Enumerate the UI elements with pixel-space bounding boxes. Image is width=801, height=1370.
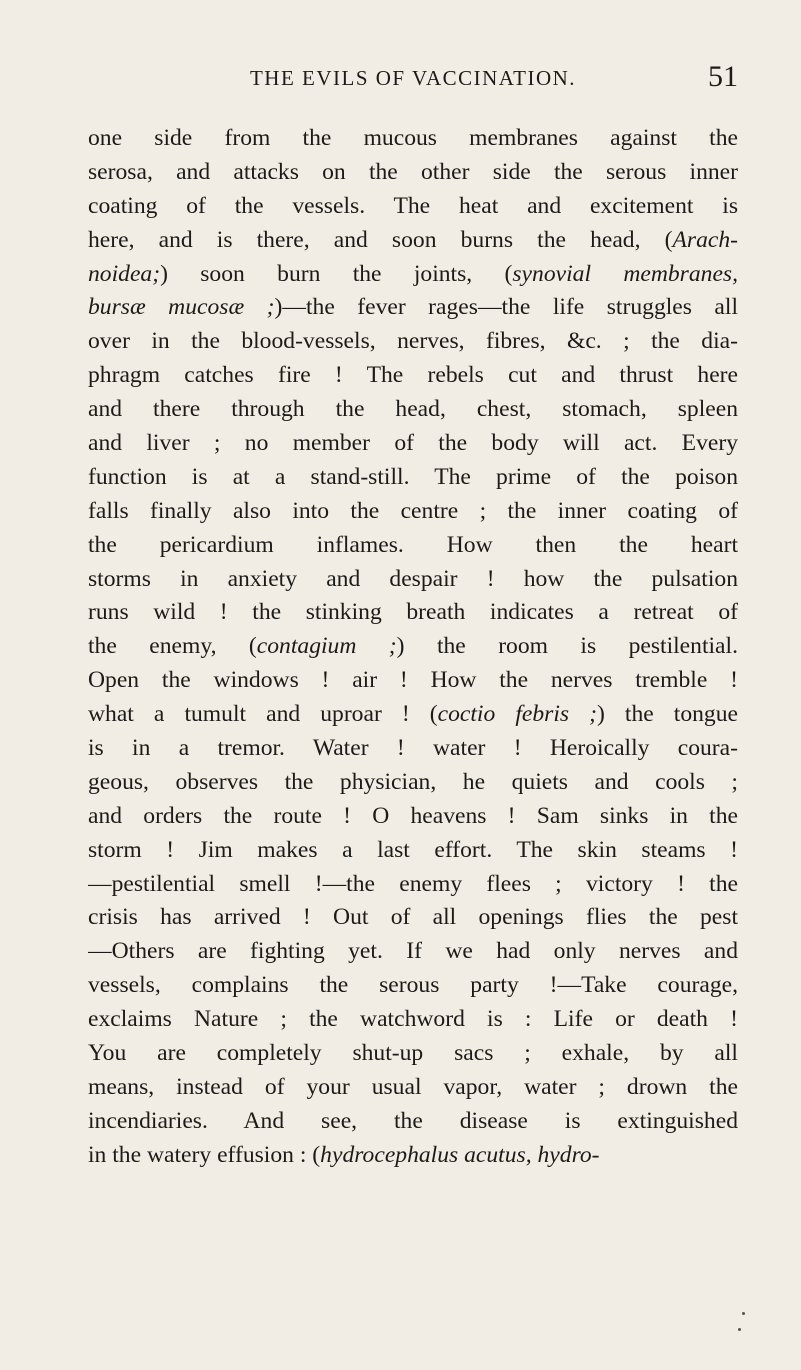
text-segment: crisis has arrived ! Out of all openings flies the pest [88,904,738,931]
text-segment: geous, observes the physician, he quiets and cools ; [88,768,738,795]
italic-term: coctio febris ; [437,701,597,728]
text-line [88,291,738,325]
italic-term: noidea; [88,260,161,287]
text-line [88,563,738,597]
italic-term: hydrocephalus acutus, hydro- [320,1141,600,1168]
text-line [88,596,738,630]
text-segment: and liver ; no member of the body will act. Every [88,430,738,457]
text-line [88,868,738,902]
text-segment: serosa, and attacks on the other side the serous inner [88,158,738,185]
text-line [88,834,738,868]
running-title: THE EVILS OF VACCINATION. [249,66,577,90]
text-line [88,258,738,292]
text-line [88,1037,738,1071]
text-segment: is in a tremor. Water ! water ! Heroically coura- [88,735,738,762]
text-line [88,190,738,224]
text-segment: what a tumult and uproar ! ( [88,701,438,728]
text-line [88,156,738,190]
text-segment: here, and is there, and soon burns the head, ( [88,226,673,253]
text-line [88,495,738,529]
text-line [88,800,738,834]
text-segment: the pericardium inflames. How then the heart [88,531,738,558]
text-line [88,630,738,664]
text-line [88,393,738,427]
text-segment: incendiaries. And see, the disease is extinguished [88,1107,738,1134]
text-line [88,224,738,258]
text-segment: —pestilential smell !—the enemy flees ; victory ! the [88,870,738,897]
italic-term: synovial membranes, [512,260,738,287]
text-line [88,359,738,393]
text-segment: ) the tongue [596,701,738,728]
italic-term: Arach- [672,226,738,253]
text-segment: ) the room is pestilential. [396,633,738,660]
text-segment: in the watery effusion : ( [88,1141,321,1168]
text-line [88,901,738,935]
text-segment: one side from the mucous membranes against the [88,125,738,151]
text-segment: ) soon burn the joints, ( [160,260,513,287]
text-line [88,1139,738,1173]
text-segment: and orders the route ! O heavens ! Sam sinks in the [88,802,738,829]
italic-term: contagium ; [256,633,397,660]
text-line [88,1105,738,1139]
text-line [88,732,738,766]
page-number: 51 [708,60,738,93]
text-segment: runs wild ! the stinking breath indicates a retreat of [88,599,738,626]
text-segment: storm ! Jim makes a last effort. The skin steams ! [88,836,738,863]
text-line [88,325,738,359]
text-line [88,427,738,461]
text-segment: function is at a stand-still. The prime of the poison [88,463,738,490]
text-segment: exclaims Nature ; the watchword is : Life or death ! [88,1006,738,1033]
text-segment: falls finally also into the centre ; the inner coating of [88,497,738,524]
text-line [88,461,738,495]
text-segment: vessels, complains the serous party !—Take courage, [88,972,738,999]
running-head [88,60,738,94]
text-segment: and there through the head, chest, stomach, spleen [88,396,738,423]
text-line [88,529,738,563]
text-line [88,935,738,969]
text-line [88,664,738,698]
text-line [88,122,738,156]
text-segment: over in the blood-vessels, nerves, fibres, &c. ; the dia- [88,328,738,355]
text-line [88,698,738,732]
text-segment: )—the fever rages—the life struggles all [274,294,738,321]
text-segment: the enemy, ( [88,633,257,660]
text-line [88,766,738,800]
print-speck [742,1312,745,1315]
text-segment: You are completely shut-up sacs ; exhale, by all [88,1040,738,1067]
text-line [88,969,738,1003]
text-segment: Open the windows ! air ! How the nerves tremble ! [88,667,738,694]
text-segment: storms in anxiety and despair ! how the pulsation [88,565,738,592]
print-speck [738,1328,741,1331]
text-segment: coating of the vessels. The heat and excitement is [88,192,738,219]
text-segment: phragm catches fire ! The rebels cut and thrust here [88,362,738,389]
body-text [88,122,738,1173]
text-segment: —Others are fighting yet. If we had only nerves and [88,938,738,965]
text-line [88,1071,738,1105]
text-segment: means, instead of your usual vapor, water ; drown the [88,1073,738,1100]
italic-term: bursæ mucosæ ; [88,294,275,321]
text-line [88,1003,738,1037]
